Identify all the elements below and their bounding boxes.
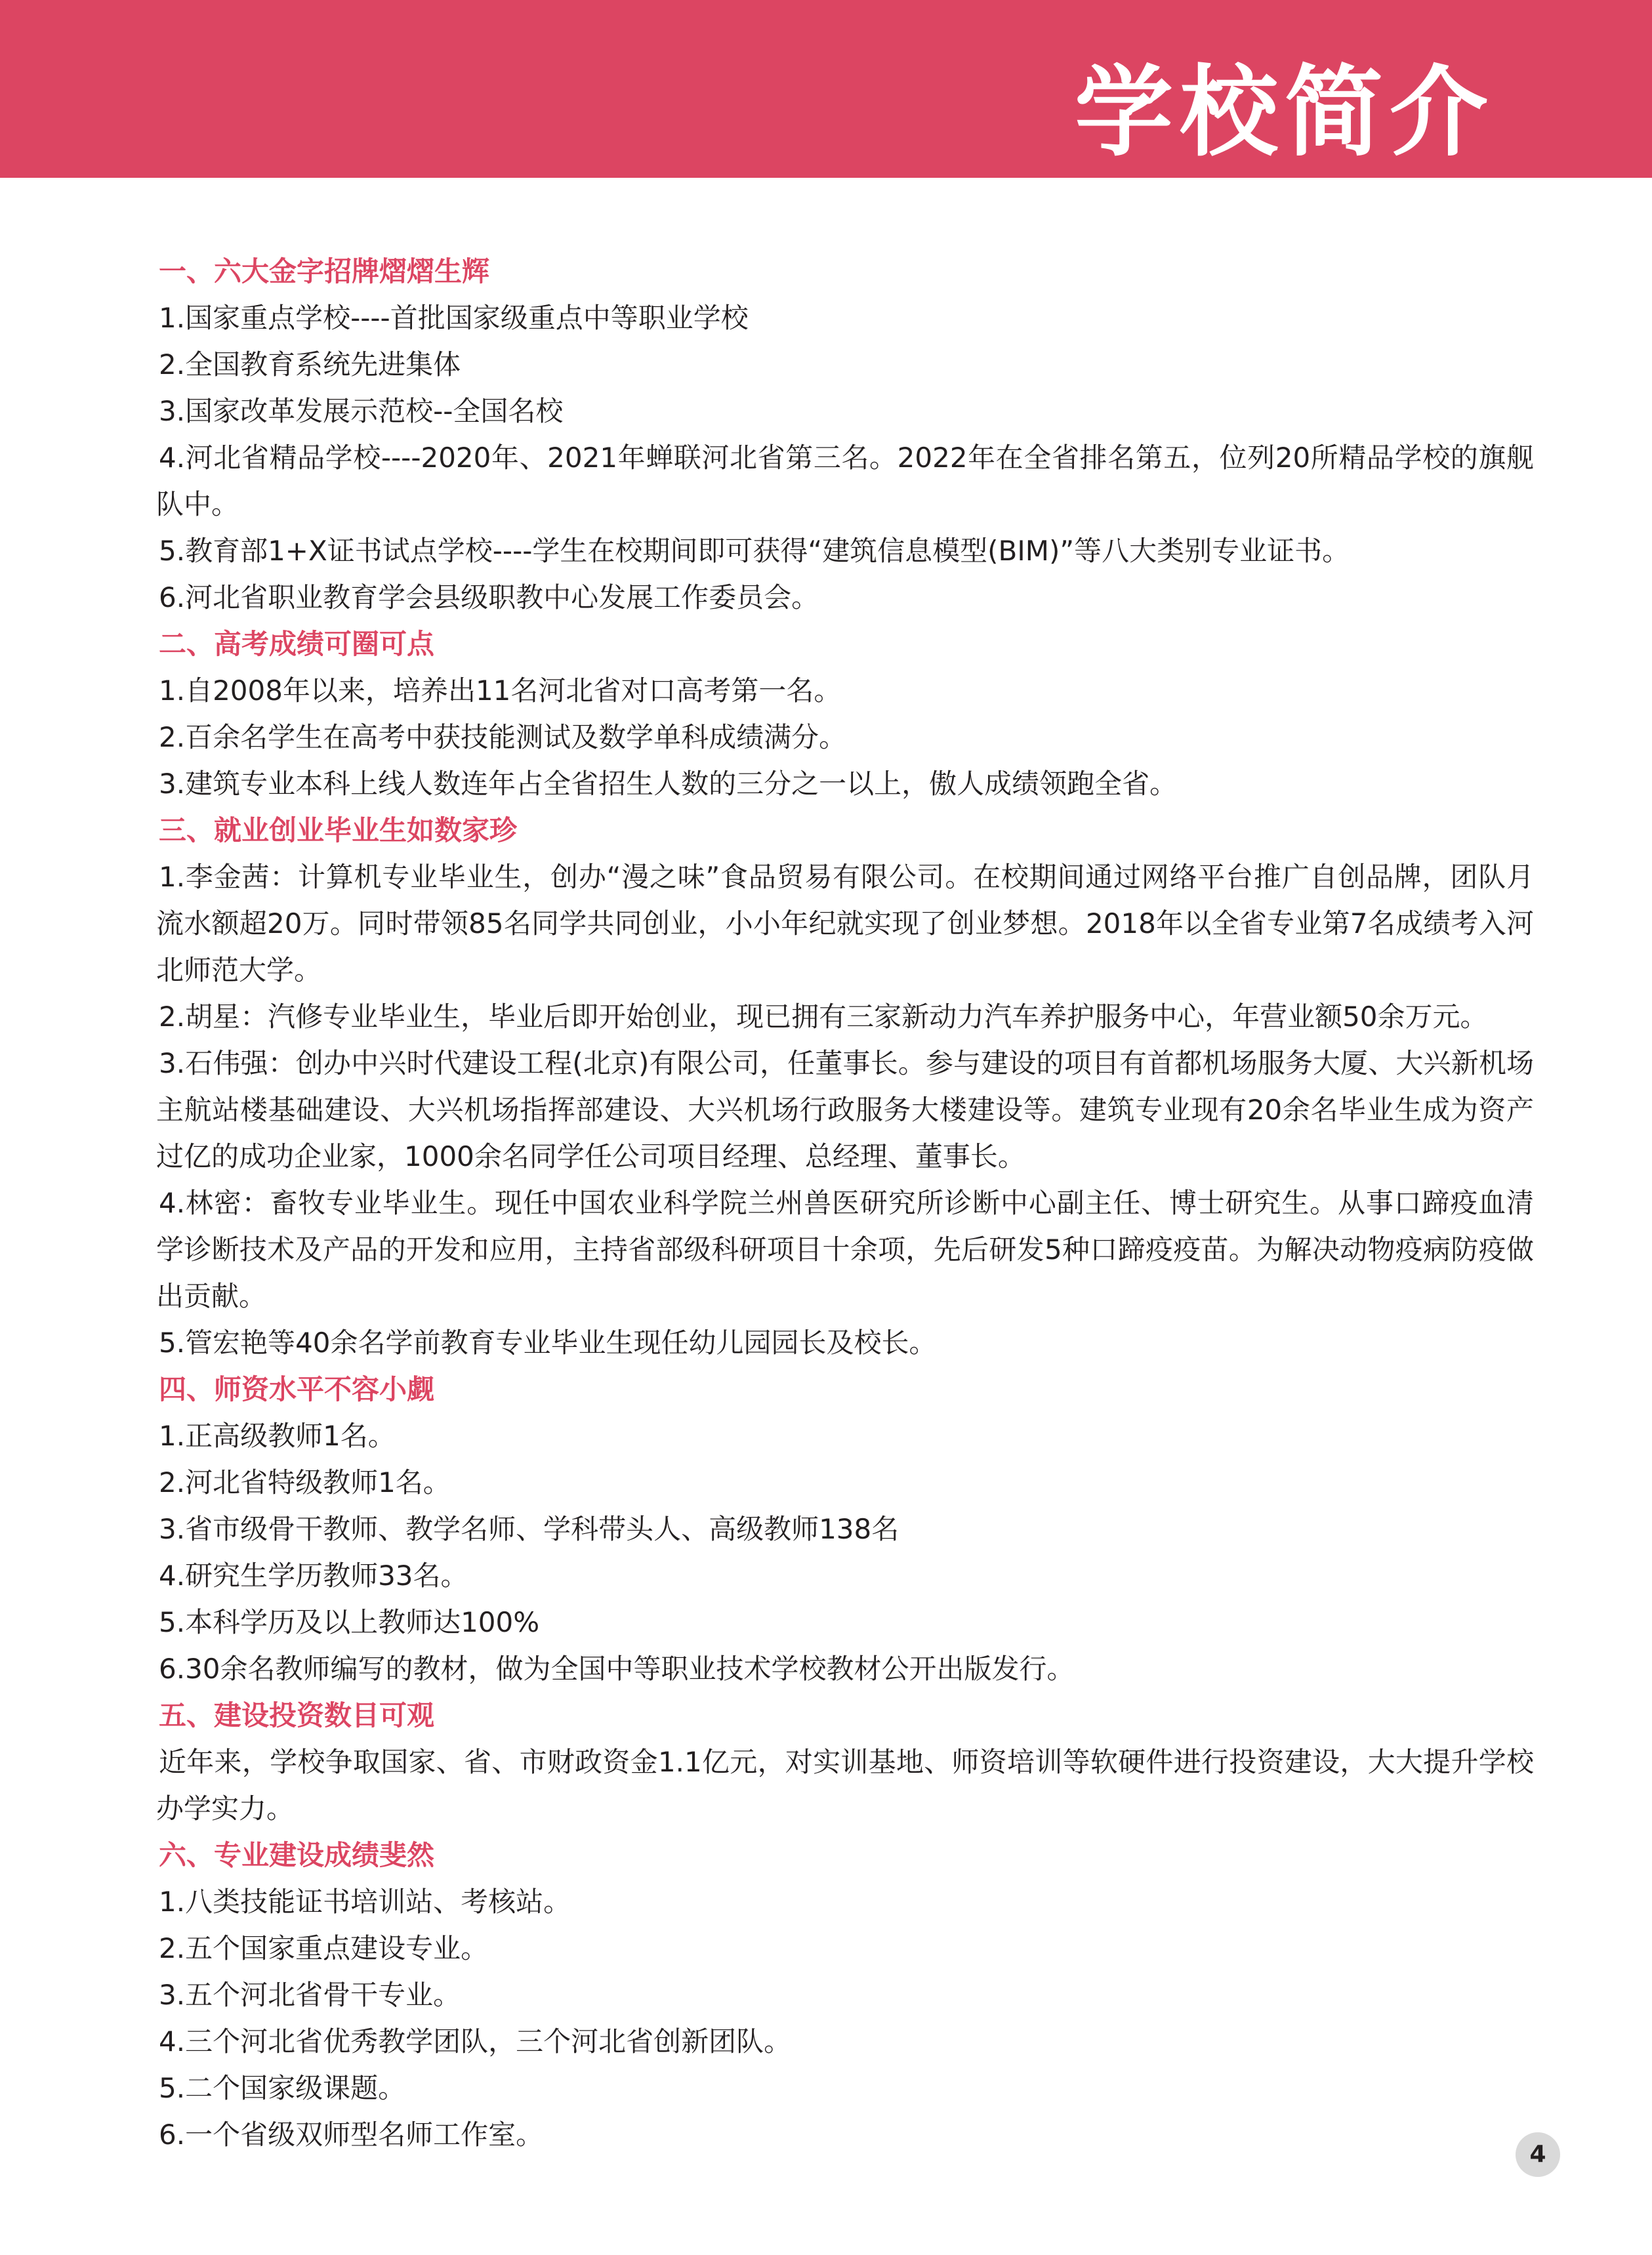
- list-item: 4.三个河北省优秀教学团队，三个河北省创新团队。: [159, 2025, 792, 2058]
- list-item: 5.本科学历及以上教师达100%: [159, 1606, 540, 1638]
- list-item: 4.研究生学历教师33名。: [159, 1560, 468, 1592]
- list-item: 5.管宏艳等40余名学前教育专业毕业生现任幼儿园园长及校长。: [159, 1327, 937, 1359]
- list-item: 1.国家重点学校----首批国家级重点中等职业学校: [159, 302, 749, 334]
- section-heading-3: 三、就业创业毕业生如数家珍: [159, 814, 518, 846]
- section-heading-5: 五、建设投资数目可观: [159, 1699, 435, 1731]
- list-item: 3.建筑专业本科上线人数连年占全省招生人数的三分之一以上，傲人成绩领跑全省。: [159, 768, 1178, 800]
- list-item: 2.全国教育系统先进集体: [159, 348, 461, 381]
- list-item: 5.教育部1+X证书试点学校----学生在校期间即可获得“建筑信息模型(BIM)”等八大类别专业证书。: [159, 535, 1350, 567]
- list-item: 2.百余名学生在高考中获技能测试及数学单科成绩满分。: [159, 721, 847, 753]
- section-heading-2: 二、高考成绩可圈可点: [159, 628, 435, 660]
- list-item: 6.一个省级双师型名师工作室。: [159, 2119, 544, 2151]
- list-item: 1.自2008年以来，培养出11名河北省对口高考第一名。: [159, 674, 842, 707]
- list-item: 6.30余名教师编写的教材，做为全国中等职业技术学校教材公开出版发行。: [159, 1653, 1075, 1685]
- list-item: 4.河北省精品学校----2020年、2021年蝉联河北省第三名。2022年在全省排名第五，位列20所精品学校的旗舰队中。: [156, 442, 1534, 520]
- list-item: 6.河北省职业教育学会县级职教中心发展工作委员会。: [159, 581, 819, 613]
- section-heading-4: 四、师资水平不容小觑: [159, 1373, 435, 1405]
- section-heading-1: 一、六大金字招牌熠熠生辉: [159, 255, 490, 287]
- list-item: 2.河北省特级教师1名。: [159, 1466, 451, 1499]
- list-item: 1.李金茜：计算机专业毕业生，创办“漫之味”食品贸易有限公司。在校期间通过网络平台推广自创品牌，团队月流水额超20万。同时带领85名同学共同创业，小小年纪就实现了创业梦想。2018年以全省专业第7名成绩考入河北师范大学。: [156, 861, 1534, 986]
- paragraph: 近年来，学校争取国家、省、市财政资金1.1亿元，对实训基地、师资培训等软硬件进行投资建设，大大提升学校办学实力。: [156, 1746, 1534, 1825]
- main-content: [156, 248, 1534, 2158]
- list-item: 3.国家改革发展示范校--全国名校: [159, 395, 564, 427]
- list-item: 3.五个河北省骨干专业。: [159, 1979, 461, 2011]
- list-item: 2.五个国家重点建设专业。: [159, 1932, 489, 1964]
- page-title: 学校简介: [1074, 56, 1495, 170]
- list-item: 3.省市级骨干教师、教学名师、学科带头人、高级教师138名: [159, 1513, 899, 1545]
- list-item: 1.正高级教师1名。: [159, 1420, 396, 1452]
- list-item: 4.林密：畜牧专业毕业生。现任中国农业科学院兰州兽医研究所诊断中心副主任、博士研究生。从事口蹄疫血清学诊断技术及产品的开发和应用，主持省部级科研项目十余项，先后研发5种口蹄疫疫苗。为解决动物疫病防疫做出贡献。: [156, 1187, 1534, 1312]
- list-item: 3.石伟强：创办中兴时代建设工程(北京)有限公司，任董事长。参与建设的项目有首都机场服务大厦、大兴新机场主航站楼基础建设、大兴机场指挥部建设、大兴机场行政服务大楼建设等。建筑专业现有20余名毕业生成为资产过亿的成功企业家，1000余名同学任公司项目经理、总经理、董事长。: [156, 1047, 1534, 1172]
- section-heading-6: 六、专业建设成绩斐然: [159, 1839, 435, 1871]
- list-item: 5.二个国家级课题。: [159, 2072, 406, 2104]
- page-number: 4: [1516, 2132, 1560, 2177]
- list-item: 2.胡星：汽修专业毕业生，毕业后即开始创业，现已拥有三家新动力汽车养护服务中心，年营业额50余万元。: [159, 1001, 1488, 1033]
- list-item: 1.八类技能证书培训站、考核站。: [159, 1886, 571, 1918]
